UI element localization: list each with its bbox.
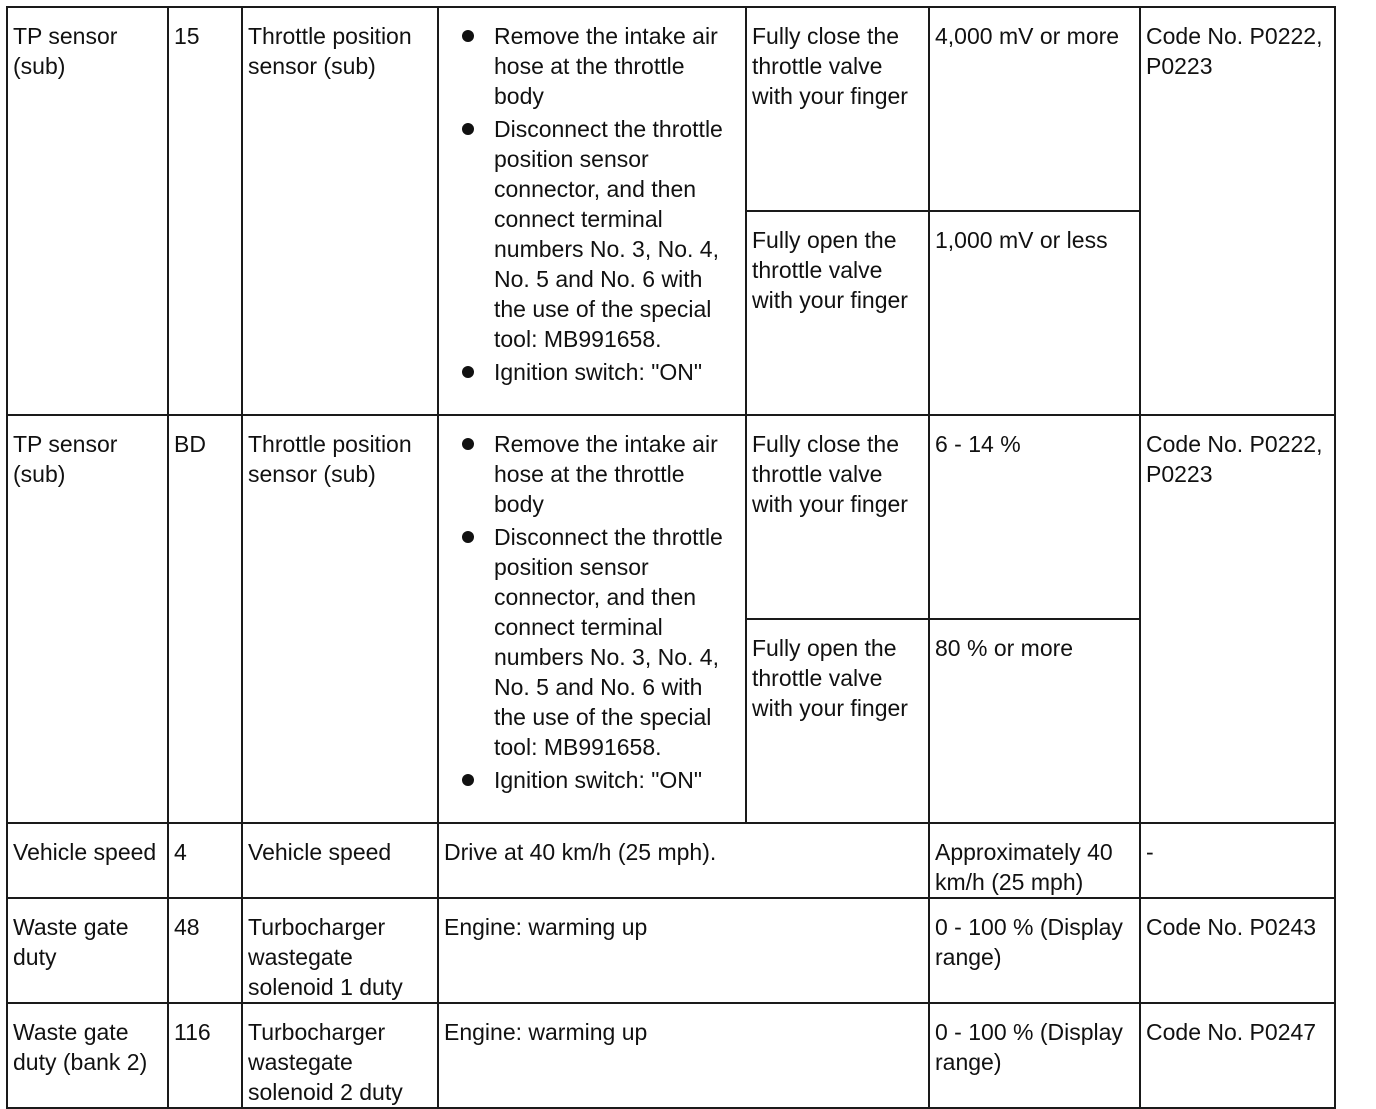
- item-number-cell: BD: [168, 415, 242, 823]
- normal-condition-cell: 80 % or more: [929, 619, 1140, 823]
- item-name-cell: Turbocharger wastegate solenoid 1 duty: [242, 898, 438, 1003]
- normal-condition-cell: Approximately 40 km/h (25 mph): [929, 823, 1140, 898]
- item-cell: Waste gate duty: [7, 898, 168, 1003]
- item-cell: TP sensor (sub): [7, 7, 168, 415]
- bullet-icon: [462, 366, 474, 378]
- normal-condition-cell: 0 - 100 % (Display range): [929, 1003, 1140, 1108]
- state-cell: Fully open the throttle valve with your finger: [746, 211, 929, 415]
- list-item: Disconnect the throttle position sensor connector, and then connect terminal numbers No. 3, No. 4, No. 5 and No. 6 with the use of the special tool: MB991658.: [444, 114, 740, 354]
- reference-cell: Code No. P0247: [1140, 1003, 1335, 1108]
- check-condition-cell: Drive at 40 km/h (25 mph).: [438, 823, 929, 898]
- reference-cell: -: [1140, 823, 1335, 898]
- table-row: [7, 898, 1335, 1003]
- check-condition-cell: Engine: warming up: [438, 1003, 929, 1108]
- list-item: Remove the intake air hose at the throttle body: [444, 429, 740, 519]
- item-number-cell: 4: [168, 823, 242, 898]
- reference-cell: Code No. P0222, P0223: [1140, 7, 1335, 415]
- normal-condition-cell: 1,000 mV or less: [929, 211, 1140, 415]
- bullet-icon: [462, 30, 474, 42]
- table-row: [7, 7, 1335, 211]
- list-item: Ignition switch: "ON": [444, 357, 740, 387]
- item-name-cell: Throttle position sensor (sub): [242, 415, 438, 823]
- item-number-cell: 116: [168, 1003, 242, 1108]
- state-cell: Fully close the throttle valve with your finger: [746, 415, 929, 619]
- item-cell: TP sensor (sub): [7, 415, 168, 823]
- bullet-icon: [462, 774, 474, 786]
- list-item: Remove the intake air hose at the throttle body: [444, 21, 740, 111]
- bullet-icon: [462, 123, 474, 135]
- list-item: Ignition switch: "ON": [444, 765, 740, 795]
- reference-cell: Code No. P0222, P0223: [1140, 415, 1335, 823]
- conditions-list: [444, 429, 740, 795]
- check-conditions-cell: [438, 415, 746, 823]
- bullet-icon: [462, 438, 474, 450]
- check-condition-cell: Engine: warming up: [438, 898, 929, 1003]
- item-number-cell: 15: [168, 7, 242, 415]
- table-row: [7, 1003, 1335, 1108]
- list-item: Disconnect the throttle position sensor connector, and then connect terminal numbers No. 3, No. 4, No. 5 and No. 6 with the use of the special tool: MB991658.: [444, 522, 740, 762]
- item-cell: Waste gate duty (bank 2): [7, 1003, 168, 1108]
- reference-cell: Code No. P0243: [1140, 898, 1335, 1003]
- normal-condition-cell: 0 - 100 % (Display range): [929, 898, 1140, 1003]
- item-number-cell: 48: [168, 898, 242, 1003]
- normal-condition-cell: 4,000 mV or more: [929, 7, 1140, 211]
- check-conditions-cell: [438, 7, 746, 415]
- inspection-table: [6, 6, 1336, 1109]
- table-row: [7, 823, 1335, 898]
- item-name-cell: Vehicle speed: [242, 823, 438, 898]
- state-cell: Fully open the throttle valve with your finger: [746, 619, 929, 823]
- conditions-list: [444, 21, 740, 387]
- table-row: [7, 415, 1335, 619]
- item-cell: Vehicle speed: [7, 823, 168, 898]
- bullet-icon: [462, 531, 474, 543]
- normal-condition-cell: 6 - 14 %: [929, 415, 1140, 619]
- item-name-cell: Turbocharger wastegate solenoid 2 duty: [242, 1003, 438, 1108]
- state-cell: Fully close the throttle valve with your finger: [746, 7, 929, 211]
- item-name-cell: Throttle position sensor (sub): [242, 7, 438, 415]
